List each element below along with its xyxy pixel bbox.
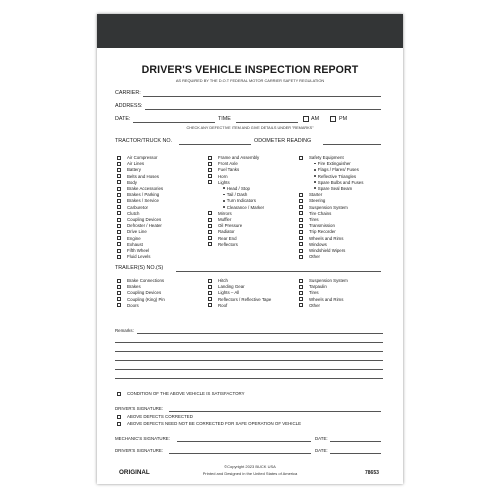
sub-item: Reflective Triangles	[314, 174, 356, 179]
item-checkbox[interactable]	[299, 199, 303, 203]
item-checkbox[interactable]	[117, 242, 121, 246]
item-checkbox[interactable]	[208, 285, 212, 289]
form-title: DRIVER'S VEHICLE INSPECTION REPORT	[141, 64, 359, 76]
item-checkbox[interactable]	[117, 285, 121, 289]
sub-item: Turn Indicators	[223, 198, 256, 203]
item-label: Fluid Levels	[127, 254, 151, 260]
mechanic-signature-label: MECHANIC'S SIGNATURE:	[115, 436, 170, 441]
item-label: Suspension System	[309, 278, 348, 283]
remarks-line-3[interactable]	[115, 351, 383, 352]
bullet-icon	[314, 169, 316, 171]
instruction-text: CHECK ANY DEFECTIVE ITEM AND GIVE DETAILS UNDER "REMARKS"	[186, 126, 314, 130]
time-label: TIME	[218, 116, 231, 122]
item-checkbox[interactable]	[299, 193, 303, 197]
item-label: Landing Gear	[218, 284, 245, 290]
item-label: Suspension System	[309, 204, 348, 210]
form-subtitle: AS REQUIRED BY THE D.O.T FEDERAL MOTOR CARRIER SAFETY REGULATION	[175, 78, 325, 83]
item-label: Windows	[309, 241, 327, 247]
item-label: Brakes / Parking	[127, 192, 160, 198]
item-checkbox[interactable]	[117, 162, 121, 166]
item-label: Exhaust	[127, 241, 143, 247]
satisfactory-label: CONDITION OF THE ABOVE VEHICLE IS SATISFACTORY	[127, 391, 245, 396]
item-checkbox[interactable]	[208, 162, 212, 166]
item-checkbox[interactable]	[117, 174, 121, 178]
item-label: Radiator	[218, 229, 235, 235]
item-label: Hitch	[218, 278, 229, 283]
item-label: Air Lines	[127, 161, 145, 167]
bullet-icon	[223, 194, 225, 196]
item-label: Fifth Wheel	[127, 248, 150, 253]
item-checkbox[interactable]	[299, 236, 303, 240]
item-checkbox[interactable]	[117, 199, 121, 203]
item-label: Defroster / Heater	[127, 223, 162, 229]
address-line[interactable]	[145, 109, 381, 110]
sub-item: Spare Bulbs and Fuses	[314, 180, 363, 185]
item-checkbox[interactable]	[299, 230, 303, 234]
item-label: Safety Equipment	[309, 155, 344, 160]
item-label: Oil Pressure	[218, 223, 243, 229]
item-checkbox[interactable]	[117, 255, 121, 259]
carrier-label: CARRIER:	[115, 90, 141, 96]
item-label: Lights	[218, 179, 230, 185]
item-checkbox[interactable]	[117, 205, 121, 209]
item-label: Wheels and Rims	[309, 296, 344, 302]
item-label: Front Axle	[218, 161, 238, 167]
bullet-icon	[223, 200, 225, 202]
defects-not-needed-label: ABOVE DEFECTS NEED NOT BE CORRECTED FOR SAFE OPERATION OF VEHICLE	[127, 421, 302, 426]
remarks-line-2[interactable]	[115, 342, 383, 343]
remarks-line-6[interactable]	[115, 378, 383, 379]
item-label: Trip Recorder	[309, 229, 336, 235]
item-label: Mirrors	[218, 210, 232, 216]
item-checkbox[interactable]	[299, 297, 303, 301]
item-checkbox[interactable]	[299, 224, 303, 228]
sub-item: Flags / Flares/ Fuses	[314, 167, 359, 172]
remarks-label: Remarks:	[115, 328, 134, 333]
sub-item: Clearance / Marker	[223, 205, 264, 210]
item-checkbox[interactable]	[299, 205, 303, 209]
item-label: Frame and Assembly	[218, 155, 260, 160]
item-label: Rear End	[218, 235, 237, 241]
item-checkbox[interactable]	[117, 303, 121, 307]
remarks-line-4[interactable]	[115, 360, 383, 361]
item-label: Doors	[127, 302, 139, 308]
am-label: AM	[311, 116, 320, 122]
item-checkbox[interactable]	[299, 255, 303, 259]
pad-binding-strip	[97, 14, 403, 48]
bullet-icon	[223, 187, 225, 189]
form-number: 78653	[365, 470, 379, 476]
pm-checkbox[interactable]	[330, 116, 336, 122]
item-checkbox[interactable]	[117, 187, 121, 191]
item-checkbox[interactable]	[117, 249, 121, 253]
mechanic-date-label: DATE:	[315, 436, 328, 441]
item-label: Body	[127, 179, 138, 185]
item-checkbox[interactable]	[299, 249, 303, 253]
item-checkbox[interactable]	[208, 156, 212, 160]
bullet-icon	[314, 181, 316, 183]
remarks-line-5[interactable]	[115, 369, 383, 370]
item-checkbox[interactable]	[208, 218, 212, 222]
item-checkbox[interactable]	[117, 218, 121, 222]
inspection-form-sheet	[97, 14, 403, 484]
item-checkbox[interactable]	[208, 230, 212, 234]
sub-item: Fire Extinguisher	[314, 161, 351, 166]
item-checkbox[interactable]	[117, 291, 121, 295]
item-checkbox[interactable]	[117, 224, 121, 228]
item-label: Roof	[218, 302, 228, 308]
item-checkbox[interactable]	[208, 297, 212, 301]
item-label: Other	[309, 302, 320, 308]
defects-corrected-label: ABOVE DEFECTS CORRECTED	[127, 414, 193, 419]
item-checkbox[interactable]	[208, 303, 212, 307]
item-label: Horn	[218, 173, 228, 179]
item-checkbox[interactable]	[117, 193, 121, 197]
item-label: Lights – All	[218, 290, 240, 296]
item-checkbox[interactable]	[299, 279, 303, 283]
mechanic-signature-line[interactable]	[177, 441, 311, 442]
item-label: Carburetor	[127, 204, 148, 210]
item-label: Wheels and Rims	[309, 235, 344, 241]
item-checkbox[interactable]	[208, 236, 212, 240]
driver-signature-label: DRIVER'S SIGNATURE:	[115, 406, 164, 411]
item-label: Fuel Tanks	[218, 167, 240, 173]
copy-label: ORIGINAL	[119, 469, 150, 476]
bullet-icon	[314, 187, 316, 189]
item-checkbox[interactable]	[208, 174, 212, 178]
item-checkbox[interactable]	[117, 211, 121, 215]
odometer-line[interactable]	[323, 144, 381, 145]
tractor-label: TRACTOR/TRUCK NO.	[115, 138, 173, 144]
tractor-line[interactable]	[179, 144, 251, 145]
bullet-icon	[314, 163, 316, 165]
item-checkbox[interactable]	[117, 156, 121, 160]
odometer-label: ODOMETER READING	[254, 138, 312, 144]
driver-date-line[interactable]	[330, 453, 381, 454]
item-checkbox[interactable]	[208, 168, 212, 172]
item-label: Tires	[309, 217, 319, 222]
pm-label: PM	[339, 116, 348, 122]
remarks-line-1[interactable]	[137, 333, 383, 334]
item-label: Windshield Wipers	[309, 248, 346, 253]
item-label: Tire Chains	[309, 210, 332, 216]
sub-item: Head / Stop	[223, 186, 250, 191]
item-checkbox[interactable]	[208, 279, 212, 283]
item-checkbox[interactable]	[208, 291, 212, 295]
item-label: Tires	[309, 290, 319, 296]
item-label: Brake Connections	[127, 278, 165, 283]
item-checkbox[interactable]	[117, 180, 121, 184]
item-checkbox[interactable]	[299, 303, 303, 307]
date-label: DATE:	[115, 116, 131, 122]
bullet-icon	[223, 206, 225, 208]
item-checkbox[interactable]	[299, 211, 303, 215]
item-checkbox[interactable]	[208, 242, 212, 246]
item-label: Brakes	[127, 284, 141, 290]
item-checkbox[interactable]	[299, 285, 303, 289]
bullet-icon	[314, 175, 316, 177]
trailers-label: TRAILER(S) NO.(S)	[115, 265, 164, 271]
item-checkbox[interactable]	[117, 230, 121, 234]
item-checkbox[interactable]	[208, 211, 212, 215]
printed-text: Printed and Designed in the United States of America	[202, 471, 298, 476]
item-label: Clutch	[127, 210, 140, 216]
item-checkbox[interactable]	[299, 242, 303, 246]
item-checkbox[interactable]	[299, 218, 303, 222]
item-checkbox[interactable]	[299, 291, 303, 295]
item-checkbox[interactable]	[208, 224, 212, 228]
item-checkbox[interactable]	[299, 156, 303, 160]
item-label: Coupling Devices	[127, 290, 162, 296]
item-label: Reflectors	[218, 241, 238, 247]
item-label: Brake Accessories	[127, 186, 164, 191]
item-label: Other	[309, 254, 320, 260]
item-label: Reflectors / Reflective Tape	[218, 296, 272, 302]
item-checkbox[interactable]	[117, 168, 121, 172]
item-checkbox[interactable]	[117, 279, 121, 283]
satisfactory-checkbox[interactable]	[117, 392, 121, 396]
item-label: Tarpaulin	[309, 284, 327, 290]
item-label: Belts and Hoses	[127, 173, 159, 179]
item-label: Air Compressor	[127, 155, 158, 160]
item-label: Brakes / Service	[127, 198, 159, 204]
item-label: Coupling (King) Pin	[127, 296, 165, 302]
date-line[interactable]	[133, 122, 215, 123]
driver-signature-line[interactable]	[169, 411, 381, 412]
item-label: Coupling Devices	[127, 217, 162, 222]
trailers-line[interactable]	[176, 271, 381, 272]
driver-signature-2-label: DRIVER'S SIGNATURE:	[115, 448, 164, 453]
carrier-line[interactable]	[143, 96, 381, 97]
driver-date-label: DATE:	[315, 448, 328, 453]
item-checkbox[interactable]	[208, 180, 212, 184]
address-label: ADDRESS:	[115, 103, 143, 109]
item-checkbox[interactable]	[117, 236, 121, 240]
time-line[interactable]	[236, 122, 298, 123]
item-label: Steering	[309, 198, 326, 204]
driver-signature-2-line[interactable]	[169, 453, 311, 454]
copyright-text: ©Copyright 2023 BUCK USA	[224, 464, 276, 469]
defects-corrected-checkbox[interactable]	[117, 415, 121, 419]
item-label: Starter	[309, 192, 323, 198]
am-checkbox[interactable]	[303, 116, 309, 122]
defects-not-needed-checkbox[interactable]	[117, 422, 121, 426]
mechanic-date-line[interactable]	[330, 441, 381, 442]
item-label: Transmission	[309, 223, 335, 229]
item-checkbox[interactable]	[117, 297, 121, 301]
sub-item: Spare Seal Beam	[314, 186, 352, 191]
item-label: Engine	[127, 235, 141, 241]
item-label: Drive Line	[127, 229, 147, 235]
item-label: Muffler	[218, 217, 232, 222]
sub-item: Tail / Dash	[223, 192, 247, 197]
item-label: Battery	[127, 167, 141, 173]
